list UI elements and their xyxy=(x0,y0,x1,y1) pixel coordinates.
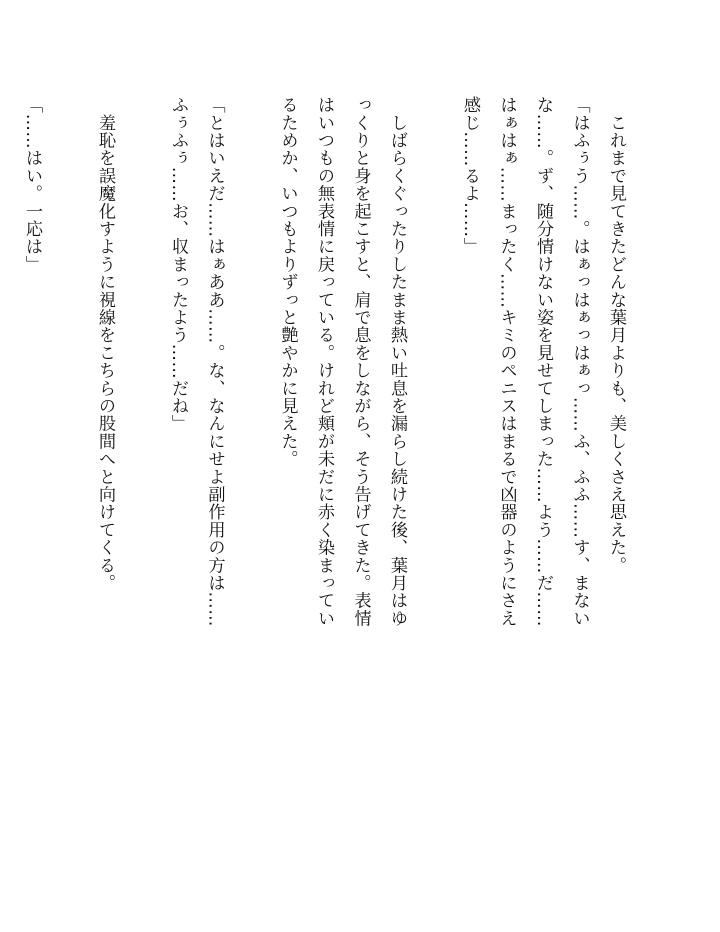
paragraph: 「……はい。一応は」 xyxy=(22,96,42,273)
paragraph: 羞恥を誤魔化すように視線をこちらの股間へと向けてくる。 xyxy=(95,96,115,592)
paragraph: 「はふぅう……。はぁっはぁっはぁっ……ふ、ふふ……す、まないな……。ず、随分情けない姿を見せてしまった……よう……だ……はぁはぁ……まったく……キミのペニスはまるで凶器のようにさえ感じ……るよ……」 xyxy=(460,96,590,627)
paragraph: 「とはいえだ……はぁああ……。な、なんにせよ副作用の方は……ふぅふぅ……お、収まったよう……だね」 xyxy=(168,96,225,627)
paragraph: しばらくぐったりしたまま熱い吐息を漏らし続けた後、葉月はゆっくりと身を起こすと、肩で息をしながら、そう告げてきた。表情はいつもの無表情に戻っている。けれど頬が未だに赤く染まっているためか、いつもよりずっと艶やかに見えた。 xyxy=(277,96,407,627)
vertical-text-body xyxy=(0,96,634,636)
paragraph: これまで見てきたどんな葉月よりも、美しくさえ思えた。 xyxy=(606,96,626,574)
